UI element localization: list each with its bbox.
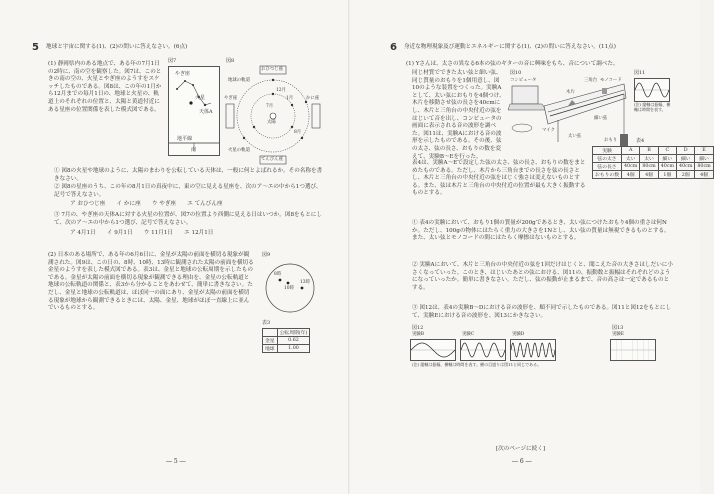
- fig10-thin-string-label: 細い弦: [594, 116, 608, 121]
- table4-t4: 細い: [677, 155, 695, 163]
- table4-title: 表4: [636, 138, 645, 144]
- fig8-mars-orbit-label: 火星の軌道: [228, 148, 250, 153]
- fig12-title: 図12: [412, 325, 424, 331]
- right-page: [350, 0, 711, 494]
- question-6-number: 6: [390, 42, 397, 53]
- table4-l3: 40cm: [658, 163, 676, 171]
- fig13-title: 図13: [612, 325, 624, 331]
- q6-1-sub3: ③ 図12は、表4の実験B～Dにおける音の波形を、順不同で示したものである。図11と図12をもとにして、実験Eにおける音の波形を、図13にかきなさい。: [412, 305, 672, 319]
- left-page-number: ― 5 ―: [166, 458, 186, 465]
- q6-1-intro: (1) Yさんは、太さの異なる6本の弦のギターの音に興味をもち、音について調べた。: [406, 61, 619, 67]
- table4-l5: 80cm: [695, 163, 713, 171]
- fig8-bottom-constellation: てんびん座: [261, 157, 283, 162]
- q5-1-sub3: ③ 7月の、やぎ座の天体Aに対する火星の位置が、図7の位置より西側に見える日はいつか。図8をもとにして、次のア～エの中から1つ選び、記号で答えなさい。: [54, 212, 322, 226]
- fig10-computer-label: コンピュータ: [510, 78, 537, 83]
- fig13-axis: [611, 340, 655, 360]
- next-page-note: [次のページに続く]: [496, 446, 546, 452]
- fig12-panel3: [510, 339, 556, 361]
- table4-t1: 太い: [622, 155, 640, 163]
- table4-l2: 80cm: [640, 163, 658, 171]
- fig10-apparatus: [508, 76, 628, 150]
- table4-h2: B: [640, 147, 658, 155]
- fig8-sun-label: 太陽: [267, 120, 276, 125]
- q5-1-intro: (1) 静岡県内のある地点で、ある年の7月1日の2時に、南の空を観察した。図7は、このときの南の空の、火星とやぎ座のようすをスケッチしたものである。図8は、この年の1月から12月までの毎月1日の、地球と火星の、軌道上のそれぞれの位置と、太陽と黄道付近にある星座の位置関係を表した模式図である。: [48, 61, 162, 113]
- fig12-panel2-label: 実験C: [462, 332, 475, 337]
- table3-title: 表3: [262, 320, 271, 326]
- table4-h1: A: [622, 147, 640, 155]
- fig12-panels: [410, 332, 600, 360]
- fig7-mars-label: 火星: [195, 95, 206, 101]
- fig7-title: 図7: [168, 58, 177, 64]
- fig8-diagram: [226, 62, 320, 166]
- table4-t0: 弦の太さ: [593, 155, 622, 163]
- fig8-top-constellation: おひつじ座: [261, 67, 283, 72]
- fig12-wave3-drawing: [511, 340, 555, 360]
- table4-w3: 1個: [658, 171, 676, 179]
- table3-venus-period: 0.62: [277, 337, 310, 345]
- fig7-horizon-label: 地平線: [177, 136, 193, 142]
- fig10-weight-label: おもり: [604, 138, 618, 143]
- fig9-1pm-label: 13時: [300, 280, 310, 285]
- table4-h3: C: [658, 147, 676, 155]
- table4-h0: 実験: [593, 147, 622, 155]
- fig8-jan-label: 1月: [286, 96, 294, 101]
- fig10-thick-string-label: 太い弦: [568, 134, 582, 139]
- question-5-number: 5: [32, 42, 39, 53]
- fig12-panel3-label: 実験D: [512, 332, 525, 337]
- q6-1-body2: 表4は、実験A～Eで設定した弦の太さ、弦の長さ、おもりの数をまとめたものである。ただし、木片から三角台までの長さを弦の長さとし、木片と三角台の中央付近の弦をはじく強さは変えないものとする。また、弦は木片と三角台の中央付近の位置が最も大きく振動するものとする。: [412, 160, 586, 197]
- fig8-right-constellation: かに座: [306, 96, 320, 101]
- table3: [262, 328, 310, 353]
- table4-h5: E: [695, 147, 713, 155]
- fig8-aug-label: 8月: [294, 130, 302, 135]
- fig12-panel1-label: 実験B: [412, 332, 425, 337]
- fig9-title: 図9: [262, 252, 271, 258]
- fig9-diagram: [262, 258, 318, 314]
- fig13-answer-grid[interactable]: [610, 339, 656, 361]
- table4-w4: 2個: [677, 171, 695, 179]
- q5-1-sub3-choices: ア 4月1日 イ 9月1日 ウ 11月1日 エ 12月1日: [70, 230, 214, 236]
- q5-1-sub2-choices: ア おひつじ座 イ かに座 ウ やぎ座 エ てんびん座: [70, 201, 223, 207]
- fig7-capricorn-label: やぎ座: [175, 71, 191, 77]
- fig12-wave2-drawing: [461, 340, 505, 360]
- table4-thickness-row: [593, 155, 714, 163]
- right-page-number: ― 6 ―: [512, 458, 532, 465]
- fig11-caption: (注) 縦軸は振幅、横軸は時間を表す。: [634, 102, 671, 112]
- fig10-title: 図10: [510, 70, 522, 76]
- fig10-triangle-label: 三角台: [584, 78, 598, 83]
- fig8-jul-label: 7月: [266, 104, 274, 109]
- table4-t5: 細い: [695, 155, 713, 163]
- table4: [592, 146, 714, 179]
- table3-col-head: 公転周期(年): [277, 329, 310, 337]
- fig12-panel2: [460, 339, 506, 361]
- fig7-sketch: [168, 66, 220, 156]
- fig11-waveform: [634, 78, 670, 102]
- fig9-8am-label: 8時: [274, 272, 282, 277]
- fig8-left-constellation: やぎ座: [224, 96, 238, 101]
- table4-w5: 4個: [695, 171, 713, 179]
- q5-2-intro: (2) 日本のある場所で、ある年の6月6日に、金星が太陽の前面を横切る現象が観測された。図9は、この日の、8時、10時、13時に観測された太陽の前面を横切る金星のようすを表した模式図である。表3は、金星と地球の公転周期を示したものである。金星が太陽の前面を横切る現象が観測できる理由を、金星の公転軌道と地球の公転軌道の関係と、表3から分かることをあわせて、簡単に書きなさい。ただし、金星と地球の公転軌道は、ほぼ同一の面にあり、金星が太陽の前面を横切る現象が地球から観測できるときには、太陽、金星、地球がほぼ一直線上に並んでいるものとする。: [48, 252, 254, 312]
- q5-1-sub1: ① 図8の火星や地球のように、太陽のまわりを公転している天体は、一般に何とよばれるか。その名称を書きなさい。: [54, 168, 323, 182]
- q6-1-body: 同じ材質でできた太い弦と細い弦、同じ質量のおもりを1個用意し、図10のような装置をつくった。実験Aとして、太い弦におもりを4個つけ、木片を移動させ弦の長さを40cmにし、木片と三角台の中央付近の弦をはじいて音を出し、コンピュータの画面に表示される音の波形を調べた。図11は、実験Aにおける音の波形を示したものである。その後、弦の太さ、弦の長さ、おもりの数を変えて、実験B～Eを行った。: [412, 70, 505, 160]
- q6-1-sub1: ① 表4の実験において、おもり1個の質量が200gであるとき、太い弦につけたおもり4個の重さは何Nか。ただし、100gの物体にはたらく重力の大きさを1Nとし、太い弦の質量は無視できるものとする。また、太い弦とモノコードの間にはたらく摩擦はないものとする。: [412, 220, 670, 242]
- fig7-south-label: 南: [191, 147, 197, 153]
- question-6-title: 身近な物理現象及び運動とエネルギーに関する(1)、(2)の問いに答えなさい。(11点): [404, 44, 616, 50]
- fig8-title: 図8: [226, 58, 235, 64]
- table4-t3: 細い: [658, 155, 676, 163]
- table4-t2: 太い: [640, 155, 658, 163]
- table4-l0: 弦の長さ: [593, 163, 622, 171]
- table3-corner: [263, 329, 278, 337]
- fig7-star-a-label: 天体A: [199, 109, 213, 115]
- fig12-panel1: [410, 339, 456, 361]
- table4-w2: 4個: [640, 171, 658, 179]
- fig11-title: 図11: [634, 70, 646, 76]
- q6-1-sub2: ② 実験Aにおいて、木片と三角台の中央付近の弦を1回だけはじくと、聞こえた音の大きさはしだいに小さくなっていった。このとき、はじいたあとの弦における、図11の、振動数と振幅はそれぞれどのようになっていったか。簡単に書きなさい。ただし、弦の振動が止まるまで、音の高さは一定であるものとする。: [412, 262, 673, 291]
- table4-h4: D: [677, 147, 695, 155]
- question-5-title: 地球と宇宙に関する(1)、(2)の問いに答えなさい。(6点): [46, 44, 188, 50]
- fig12-wave1-drawing: [411, 340, 455, 360]
- table4-w0: おもりの数: [593, 171, 622, 179]
- fig11-wave-drawing: [635, 79, 669, 101]
- table4-l4: 40cm: [677, 163, 695, 171]
- fig9-10am-label: 10時: [284, 286, 294, 291]
- table4-header-row: [593, 147, 714, 155]
- fig13-panel-label: 実験E: [612, 332, 624, 337]
- table4-l1: 40cm: [622, 163, 640, 171]
- left-page: [0, 0, 350, 494]
- table4-length-row: [593, 163, 714, 171]
- fig8-earth-orbit-label: 地球の軌道: [228, 78, 250, 83]
- table3-venus: 金星: [263, 337, 278, 345]
- table3-earth-period: 1.00: [277, 345, 310, 353]
- fig8-dec-label: 12月: [276, 88, 286, 93]
- q5-1-sub2: ② 図8の星座のうち、この年の8月1日の真夜中に、東の空に見える星座を、次のア～エの中から1つ選び、記号で答えなさい。: [54, 184, 322, 198]
- fig10-wood-label: 木片: [566, 90, 575, 95]
- table4-weights-row: [593, 171, 714, 179]
- fig12-caption: (注) 縦軸は振幅、横軸は時間を表す。横の目盛りは図11と同じである。: [412, 362, 542, 367]
- table4-w1: 4個: [622, 171, 640, 179]
- fig10-mic-label: マイク: [542, 128, 555, 133]
- table3-earth: 地球: [263, 345, 278, 353]
- fig10-monochord-label: モノコード: [600, 78, 622, 83]
